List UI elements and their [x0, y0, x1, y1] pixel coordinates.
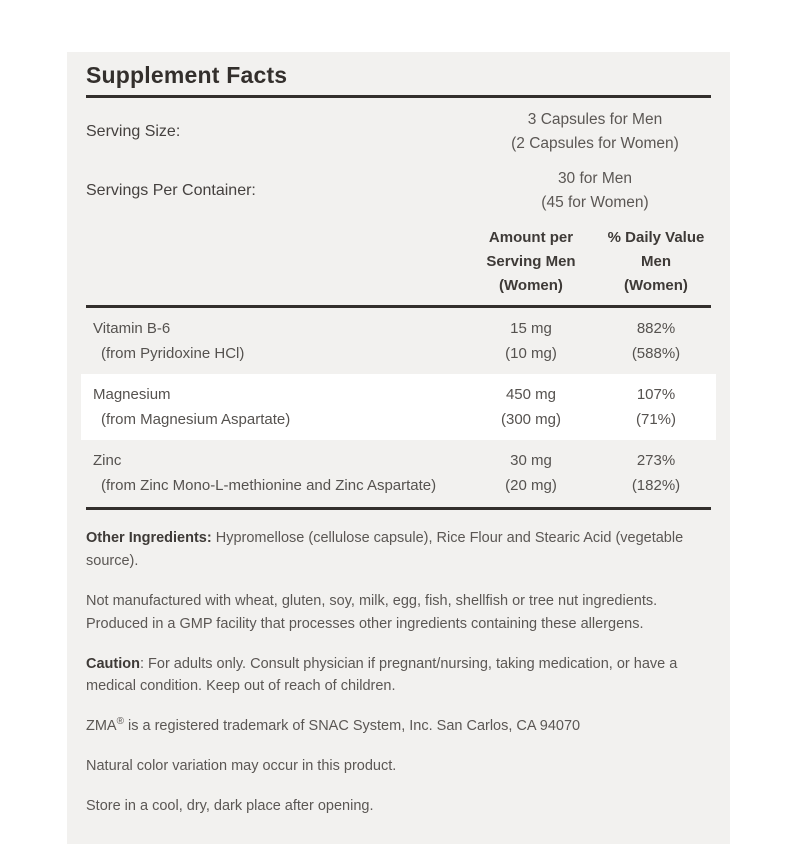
footnote-trademark	[86, 710, 711, 738]
nutrient-dv-women: (71%)	[635, 411, 676, 428]
nutrient-source: (from Magnesium Aspartate)	[101, 411, 291, 428]
nutrient-amount-women: (10 mg)	[505, 345, 557, 362]
supplement-facts-panel	[67, 52, 730, 844]
page-title: Supplement Facts	[86, 62, 288, 88]
footnote-allergens	[86, 585, 711, 636]
nutrient-name: Zinc	[93, 452, 122, 469]
servings-value-men: 30 for Men	[557, 170, 633, 187]
footnote-text: Hypromellose (cellulose capsule), Rice Flour and Stearic Acid (vegetable source).	[86, 529, 684, 569]
nutrient-name-cell	[86, 448, 461, 498]
nutrient-name-cell	[86, 316, 461, 366]
footnote-other-ingredients	[86, 522, 711, 573]
amount-header-line2: Serving Men	[486, 253, 576, 270]
nutrient-dv-men: 273%	[636, 452, 676, 469]
nutrient-dv-cell	[601, 382, 711, 432]
servings-value-women: (45 for Women)	[541, 194, 649, 211]
servings-per-container-row	[86, 167, 711, 215]
footnote-storage	[86, 790, 711, 818]
table-row-magnesium	[81, 374, 716, 440]
serving-info-section	[86, 108, 711, 215]
nutrient-dv-women: (182%)	[631, 477, 681, 494]
servings-per-container-label: Servings Per Container:	[86, 182, 256, 199]
dv-header-line2: Men	[641, 253, 671, 270]
nutrient-amount-cell	[461, 448, 601, 498]
serving-size-value-men: 3 Capsules for Men	[527, 111, 663, 128]
nutrient-dv-cell	[601, 316, 711, 366]
nutrient-dv-men: 107%	[636, 386, 676, 403]
title-section	[86, 52, 711, 98]
serving-size-label: Serving Size:	[86, 123, 181, 140]
serving-size-value	[479, 108, 711, 156]
nutrient-amount-men: 30 mg	[510, 452, 552, 469]
nutrient-dv-men: 882%	[636, 320, 676, 337]
serving-size-value-women: (2 Capsules for Women)	[511, 135, 679, 152]
nutrient-name: Vitamin B-6	[93, 320, 171, 337]
footnote-sup: ®	[116, 716, 124, 728]
nutrient-amount-women: (20 mg)	[505, 477, 557, 494]
nutrient-amount-women: (300 mg)	[500, 411, 562, 428]
nutrient-dv-cell	[601, 448, 711, 498]
column-header-daily-value	[601, 226, 711, 298]
nutrient-dv-women: (588%)	[631, 345, 681, 362]
column-header-amount	[461, 226, 601, 298]
servings-per-container-value	[479, 167, 711, 215]
footnote-text: : For adults only. Consult physician if pregnant/nursing, taking medication, or have a medical condition. Keep out of reach of children.	[86, 655, 678, 695]
table-row-zinc	[81, 440, 716, 506]
footnote-text: is a registered trademark of SNAC System, Inc. San Carlos, CA 94070	[123, 718, 581, 735]
dv-header-line3: (Women)	[624, 277, 688, 294]
nutrient-amount-cell	[461, 382, 601, 432]
table-row-vitamin-b6	[81, 308, 716, 374]
nutrient-name: Magnesium	[93, 386, 171, 403]
footnotes-section	[86, 522, 711, 818]
footnote-pre: ZMA	[86, 718, 117, 735]
amount-header-line1: Amount per	[488, 229, 574, 246]
serving-size-row	[86, 108, 711, 156]
footnote-text: Not manufactured with wheat, gluten, soy, milk, egg, fish, shellfish or tree nut ingredients. Produced in a GMP facility that processes other ingredients containing these allergens.	[86, 592, 658, 632]
footnote-lead: Caution	[86, 655, 140, 672]
footnote-caution	[86, 648, 711, 699]
amount-header-line3: (Women)	[499, 277, 563, 294]
table-header-row	[86, 226, 711, 308]
footnote-color-variation	[86, 750, 711, 778]
table-header-spacer	[86, 226, 461, 298]
nutrient-amount-men: 15 mg	[510, 320, 552, 337]
nutrient-source: (from Pyridoxine HCl)	[101, 345, 245, 362]
footnote-lead: Other Ingredients:	[86, 529, 212, 546]
nutrient-amount-men: 450 mg	[505, 386, 557, 403]
nutrient-amount-cell	[461, 316, 601, 366]
dv-header-line1: % Daily Value	[607, 229, 705, 246]
nutrient-source: (from Zinc Mono-L-methionine and Zinc Aspartate)	[101, 477, 437, 494]
table-bottom-rule	[86, 507, 711, 510]
footnote-text: Natural color variation may occur in this product.	[86, 758, 397, 775]
footnote-text: Store in a cool, dry, dark place after opening.	[86, 797, 374, 814]
nutrient-name-cell	[86, 382, 461, 432]
